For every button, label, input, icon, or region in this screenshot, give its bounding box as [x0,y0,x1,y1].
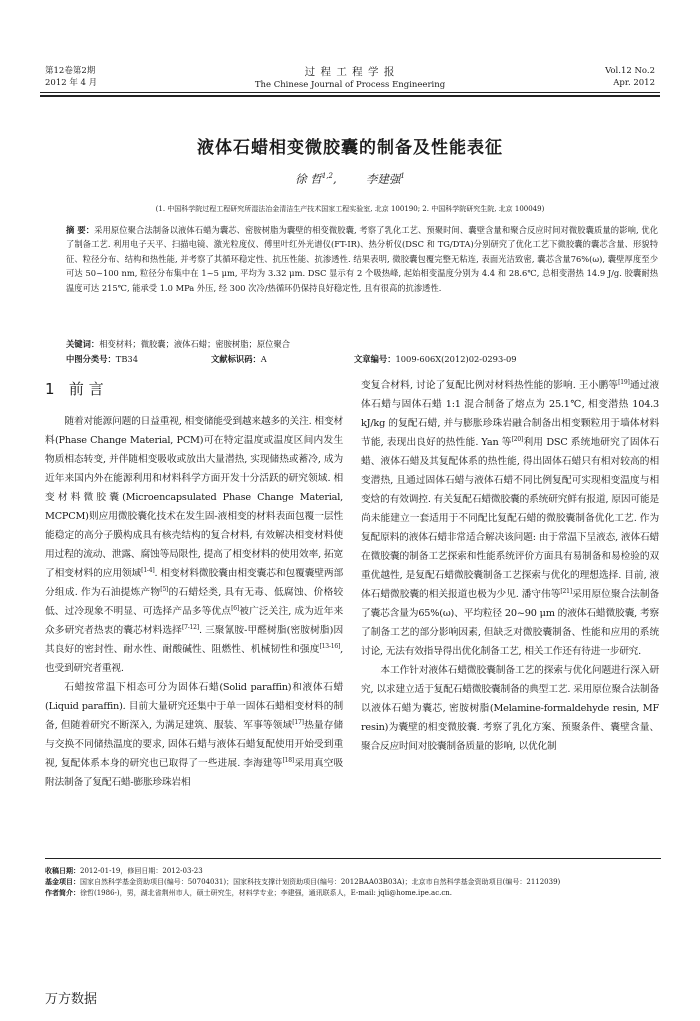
keywords-text: 相变材料；微胶囊；液体石蜡；密胺树脂；原位聚合 [99,339,291,349]
article-number-label: 文章编号： [354,354,396,364]
citation: [18] [282,756,295,764]
header-volume-en: Vol.12 No.2 [605,66,655,76]
footnote-rule [45,858,661,859]
author-1-sup: 1,2 [321,172,333,181]
clc-group [66,353,211,367]
header-date-en: Apr. 2012 [613,78,655,88]
citation: [7-12] [181,623,199,631]
footnote-funding: 基金项目：国家自然科学基金资助项目(编号：50704031)；国家科技支撑计划资助项目(编号：2012BAA03B03A)；北京市自然科学基金资助项目(编号：2112039) [45,878,561,886]
section-number: 1 [45,380,55,398]
abstract-label: 摘 要： [66,225,95,235]
right-paragraph-1: 变复合材料, 讨论了复配比例对材料热性能的影响. 王小鹏等[19]通过液体石蜡与固体石蜡 1:1 混合制备了熔点为 25.1℃, 相变潜热 104.3 kJ/kg 的复配石蜡, 并与膨胀珍珠岩融合制备出相变颗粒用于墙体材料节能, 表现出良好的热性能. Yan 等[20]利用 DSC 系统地研究了固体石蜡、液体石蜡及其复配体系的热性能, 得出固体石蜡只有相对较高的相变潜热, 且通过固体石蜡与液体石蜡不同比例复配可实现相变温度与相变焓的有效调控. 有关复配石蜡微胶囊的系统研究鲜有报道, 原因可能是尚未能建立一套适用于不同配比复配石蜡的微胶囊制备优化工艺. 作为复配原料的液体石蜡非常适合解决该问题: 由于常温下呈液态, 液体石蜡在微胶囊的制备工艺探索和性能系统评价方面具有易制备和易检验的双重优越性, 是复配石蜡微胶囊制备工艺探索与优化的理想选择. 目前, 液体石蜡微胶囊的相关报道也极为少见. 潘守伟等[21]采用原位聚合法制备了囊芯含量为65%(ω)、平均粒径 20~90 μm 的液体石蜡微胶囊, 考察了制备工艺的部分影响因素, 但缺乏对微胶囊制备、性能和应用的系统讨论, 无法有效指导得出优化制备工艺, 相关工作还有待进一步研究. [361,378,659,657]
right-column [361,376,659,756]
article-title: 液体石蜡相变微胶囊的制备及性能表征 [197,138,503,158]
right-paragraph-2: 本工作针对液体石蜡微胶囊制备工艺的探索与优化问题进行深入研究, 以求建立适于复配石蜡微胶囊制备的典型工艺. 采用原位聚合法制备以液体石蜡为囊芯, 密胺树脂(Melamine-formaldehyde resin, MF resin)为囊壁的相变微胶囊. 考察了乳化方案、预聚条件、囊壁含量、聚合反应时间对胶囊制备质量的影响, 以优化制 [361,665,659,752]
doc-code-value: A [260,354,267,364]
authors: 徐 哲$^{1,2}$, 李建强$^1$ [295,172,405,186]
header-date-cn: 2012 年 4 月 [45,78,98,88]
footnote-received: 收稿日期：2012-01-19，修回日期：2012-03-23 [45,867,203,875]
clc-label: 中图分类号： [66,354,116,364]
left-paragraph-1: 随着对能源问题的日益重视, 相变储能受到越来越多的关注. 相变材料(Phase Change Material, PCM)可在特定温度或温度区间内发生物质相态转变, 并伴随相变吸收或放出大量潜热, 实现储热或蓄冷, 成为近年来国内外在能源利用和材料科学方面开发十分活跃的研究领域. 相变材料微胶囊(Microencapsulated Phase Change Material, MCPCM)则应用微胶囊化技术在发生固-液相变的材料表面包覆一层性能稳定的高分子膜构成具有核壳结构的复合材料, 有效解决相变材料使用过程的流动、泄露、腐蚀等局限性, 提高了相变材料的使用效率, 拓宽了相变材料的应用领域[1-4]. 相变材料微胶囊由相变囊芯和包覆囊壁两部分组成. 作为石油提炼产物[5]的石蜡烃类, 具有无毒、低腐蚀、价格较低、过冷现象不明显、可选择产品多等优点[6]被广泛关注, 成为近年来众多研究者热衷的囊芯材料选择[7-12]. 三聚氰胺-甲醛树脂(密胺树脂)因其良好的密封性、耐水性、耐酸碱性、阻燃性、机械韧性和强度[13-16], 也受到研究者重视. [45,416,344,674]
citation: [19] [618,378,630,386]
left-paragraph-2: 石蜡按常温下相态可分为固体石蜡(Solid paraffin)和液体石蜡(Liquid paraffin). 目前大量研究还集中于单一固体石蜡相变材料的制备, 但随着研究不断深入, 为满足建筑、服装、军事等领域[17]热量存储与交换不同储热温度的要求, 固体石蜡与液体石蜡复配使用开始受到重视, 复配体系本身的研究也已取得了一些进展. 李海建等[18]采用真空吸附法制备了复配石蜡-膨胀珍珠岩相 [45,682,344,788]
section-title: 前 言 [68,380,104,398]
author-2: 李建强 [365,172,401,186]
citation: [21] [560,587,572,595]
left-column [45,412,343,792]
citation: [13-16] [319,642,341,650]
footnote-author-bio: 作者简介：徐哲(1986-)，男，湖北省荆州市人，硕士研究生，材料学专业；李建强，通讯联系人，E-mail: jqli@home.ipe.ac.cn. [45,889,453,897]
classification-line [66,353,658,367]
header-rule-thin [40,92,660,93]
citation: [6] [231,604,239,612]
doc-group [211,353,354,367]
author-2-sup: 1 [400,172,405,181]
doc-code-label: 文献标识码： [211,354,261,364]
header-volume-cn: 第12卷第2期 [45,66,96,76]
citation: [1-4] [141,566,155,574]
citation: [20] [511,435,524,443]
article-number-group [354,353,517,367]
abstract [66,223,658,295]
citation: [5] [160,585,169,593]
footnote [45,866,661,899]
citation: [17] [292,718,304,726]
article-number-value: 1009-606X(2012)02-0293-09 [395,354,517,364]
affiliation: (1. 中国科学院过程工程研究所湿法冶金清洁生产技术国家工程实验室, 北京 100190; 2. 中国科学院研究生院, 北京 100049) [155,205,545,213]
header-journal-cn: 过 程 工 程 学 报 [304,66,396,78]
keywords [66,338,658,352]
abstract-text: 采用原位聚合法制备以液体石蜡为囊芯、密胺树脂为囊壁的相变微胶囊, 考察了乳化工艺、预聚时间、囊壁含量和聚合反应时间对微胶囊质量的影响, 优化了制备工艺. 利用电子天平、扫描电镜、激光粒度仪、傅里叶红外光谱仪(FT-IR)、热分析仪(DSC 和 TG/DTA)分别研究了优化工艺下微胶囊的囊芯含量、形貌特征、粒径分布、结构和热性能, 并考察了其循环稳定性、抗压性能、抗渗透性. 结果表明, 微胶囊包覆完整无粘连, 表面光洁致密, 囊芯含量76%(ω), 囊壁厚度至少可达 50~100 nm, 粒径分布集中在 1~5 μm, 平均为 3.32 μm. DSC 显示有 2 个吸热峰, 起始相变温度分别为 4.4 和 28.6℃, 总相变潜热 14.9 J/g. 胶囊耐热温度可达 215℃, 能承受 1.0 MPa 外压, 经 300 次冷/热循环仍保持良好稳定性, 且有很高的抗渗透性. [66,225,658,293]
keywords-label: 关键词： [66,339,100,349]
section-heading [45,378,104,399]
author-1: 徐 哲 [295,172,322,186]
header-journal-en: The Chinese Journal of Process Engineering [254,80,446,90]
header-rule-thick [40,95,660,97]
watermark: 万方数据 [45,992,98,1007]
clc-value: TB34 [115,354,138,364]
